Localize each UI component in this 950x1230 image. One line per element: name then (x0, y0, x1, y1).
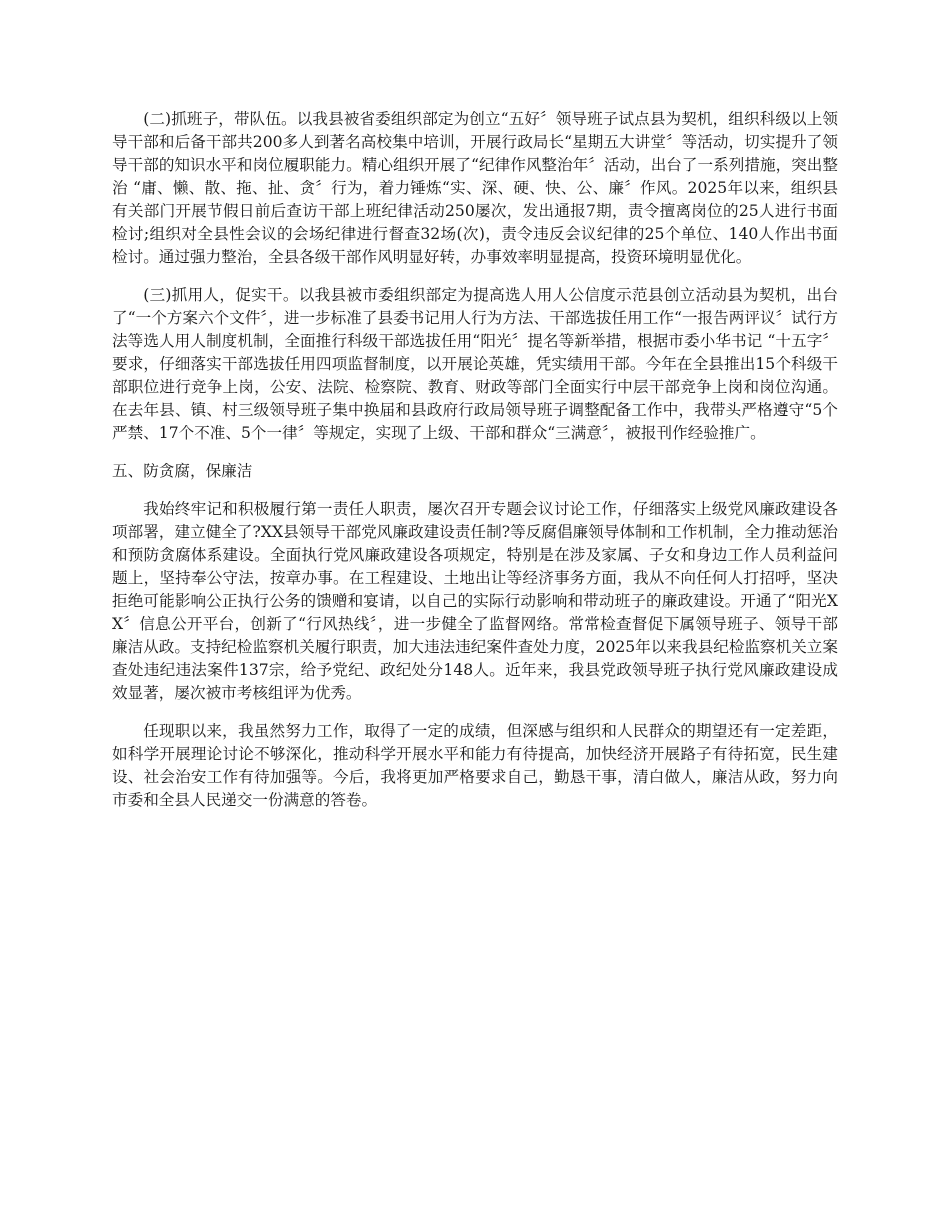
section-heading-anti-corruption: 五、防贪腐，保廉洁 (112, 462, 253, 480)
paragraph-conclusion: 任现职以来，我虽然努力工作，取得了一定的成绩，但深感与组织和人民群众的期望还有一定差距，如科学开展理论讨论不够深化，推动科学开展水平和能力有待提高，加快经济开展路子有待拓宽，民生建设、社会治安工作有待加强等。今后，我将更加严格要求自己，勤恳干事，清白做人，廉洁从政，努力向市委和全县人民递交一份满意的答卷。 (112, 722, 838, 809)
paragraph-integrity: 我始终牢记和积极履行第一责任人职责，屡次召开专题会议讨论工作，仔细落实上级党风廉政建设各项部署，建立健全了?XX县领导干部党风廉政建设责任制?等反腐倡廉领导体制和工作机制，全力推动惩治和预防贪腐体系建设。全面执行党风廉政建设各项规定，特别是在涉及家属、子女和身边工作人员利益问题上，坚持奉公守法，按章办事。在工程建设、土地出让等经济事务方面，我从不向任何人打招呼，坚决拒绝可能影响公正执行公务的馈赠和宴请，以自己的实际行动影响和带动班子的廉政建设。开通了“阳光XX〞信息公开平台，创新了“行风热线〞，进一步健全了监督网络。常常检查督促下属领导班子、领导干部廉洁从政。支持纪检监察机关履行职责，加大违法违纪案件查处力度，2025年以来我县纪检监察机关立案查处违纪违法案件137宗，给予党纪、政纪处分148人。近年来，我县党政领导班子执行党风廉政建设成效显著，屡次被市考核组评为优秀。 (112, 500, 838, 702)
paragraph-team-building: (二)抓班子，带队伍。以我县被省委组织部定为创立“五好〞领导班子试点县为契机，组织科级以上领导干部和后备干部共200多人到著名高校集中培训，开展行政局长“星期五大讲堂〞等活动，切实提升了领导干部的知识水平和岗位履职能力。精心组织开展了“纪律作风整治年〞活动，出台了一系列措施，突出整治 “庸、懒、散、拖、扯、贪〞行为，着力锤炼“实、深、硬、快、公、廉〞作风。2025年以来，组织县有关部门开展节假日前后查访干部上班纪律活动250屡次，发出通报7期，责令擅离岗位的25人进行书面检讨;组织对全县性会议的会场纪律进行督查32场(次)，责令违反会议纪律的25个单位、140人作出书面检讨。通过强力整治，全县各级干部作风明显好转，办事效率明显提高，投资环境明显优化。 (112, 110, 838, 266)
paragraph-personnel: (三)抓用人，促实干。以我县被市委组织部定为提高选人用人公信度示范县创立活动县为契机，出台了“一个方案六个文件〞，进一步标准了县委书记用人行为方法、干部选拔任用工作“一报告两评议〞试行方法等选人用人制度机制，全面推行科级干部选拔任用“阳光〞提名等新举措，根据市委小华书记 “十五字〞要求，仔细落实干部选拔任用四项监督制度，以开展论英雄，凭实绩用干部。今年在全县推出15个科级干部职位进行竞争上岗，公安、法院、检察院、教育、财政等部门全面实行中层干部竞争上岗和岗位沟通。在去年县、镇、村三级领导班子集中换届和县政府行政局领导班子调整配备工作中，我带头严格遵守“5个严禁、17个不准、5个一律〞等规定，实现了上级、干部和群众“三满意〞，被报刊作经验推广。 (112, 286, 838, 442)
